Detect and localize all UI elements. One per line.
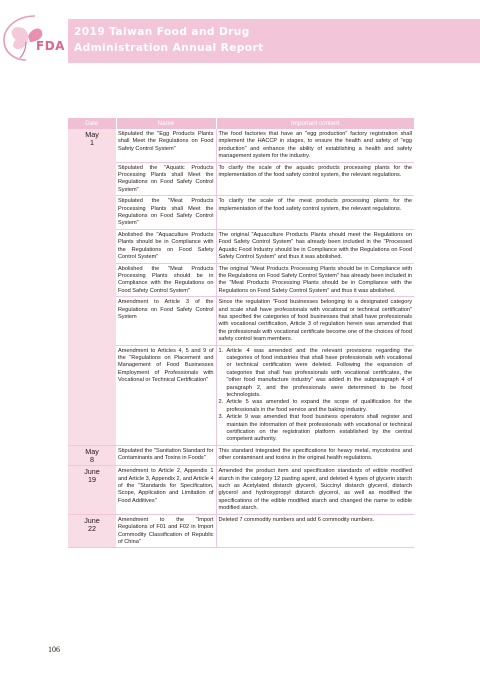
important-content: Amended the product item and specification standards of edible modified starch in the category 12 pasting agent, and deleted 4 types of glycerin starch such as Acetylated distarch glycerol, Succinyl distarch glycerol, distarch glycerol and hydroxypropyl distarch glycerol, as well as modified the specifications of the edible modified starch and changed the name to edible modified starch. — [216, 466, 414, 514]
table-row — [68, 129, 414, 162]
table-row — [68, 162, 414, 196]
table-row — [68, 263, 414, 297]
table-row — [68, 466, 414, 514]
report-title-line-2: Administration Annual Report — [74, 42, 264, 54]
important-content: This standard integrated the specifications for heavy metal, mycotoxins and other contaminant and toxins in the original health regulations. — [216, 445, 414, 465]
fda-butterfly-logo-icon — [2, 12, 68, 62]
important-content: To clarify the scale of the aquatic products processing plants for the implementation of the food safety control system, the relevant regulations. — [216, 162, 414, 196]
date-cell — [68, 129, 116, 162]
list-text: Article 5 was amended to expand the scope of qualification for the professionals in the food service and the baking industry. — [226, 399, 412, 413]
table-row — [68, 514, 414, 548]
date-day: 8 — [90, 455, 94, 465]
important-content: The original "Aquaculture Products Plants should meet the Regulations on Food Safety Control System" has already been included in the "Processed Aquatic Food Industry should be in Compliance with the Regulations on Food Safety Control System" and thus it was abolished. — [216, 229, 414, 263]
regulation-name: Amendment to Articles 4, 5 and 9 of the "Regulations on Placement and Management of Food Businesses Employment of Professionals with Vocational or Technical Certification" — [116, 345, 216, 445]
regulation-name: Amendment to Article 3 of the Regulations on Food Safety Control System — [116, 297, 216, 345]
regulation-name: Stipulated the "Meat Products Processing Plants shall Meet the Regulations on Food Safety Control System" — [116, 196, 216, 230]
date-month: June — [84, 467, 100, 477]
regulation-name: Amendment to the "Import Regulations of F01 and F02 in Import Commodity Classification of Republic of China" — [116, 514, 216, 548]
important-content: Since the regulation "Food businesses belonging to a designated category and scale shall have professionals with vocational or technical certification" has specified the categories of food businesses that shall have professionals with vocational certification, Article 3 of regulation herein was amended that the professionals with vocational certificate become one of the choices of food safety control team members. — [216, 297, 414, 345]
regulation-name: Amendment to Article 2, Appendix 1 and Article 3, Appendix 2, and Article 4 of the "Standards for Specification, Scope, Application and Limitation of Food Additives" — [116, 466, 216, 514]
logo-text: FDA — [36, 39, 65, 53]
table-row — [68, 196, 414, 230]
date-day: 1 — [90, 138, 94, 148]
date-cell-continued — [68, 229, 116, 263]
date-cell-continued — [68, 162, 116, 196]
table-row — [68, 229, 414, 263]
regulations-table-wrapper — [68, 118, 414, 548]
list-text: Article 9 was amended that food business operators shall register and maintain the information of their professionals with vocational or technical certification on the registration platform established by the central competent authority. — [226, 414, 412, 443]
date-month: May — [85, 130, 99, 139]
report-header — [0, 0, 480, 66]
date-cell-continued — [68, 297, 116, 345]
column-header-date: Date — [68, 118, 116, 129]
date-day: 19 — [88, 475, 96, 485]
list-item — [219, 399, 413, 414]
page-number: 106 — [48, 645, 60, 654]
regulation-name: Stipulated the "Aquatic Products Processing Plants shall Meet the Regulations on Food Safety Control System" — [116, 162, 216, 196]
table-row — [68, 445, 414, 465]
list-text: Article 4 was amended and the relevant provisions regarding the categories of food industries that shall have professionals with vocational or technical certification were deleted. Following the expansion of categories that shall has professionals with vocational certificates, the "other food manufacture industry" was added in the subparagraph 4 of paragraph 2, and the professionals were determined to be food technologists. — [226, 347, 412, 398]
column-header-content: Important content — [216, 118, 414, 129]
table-row — [68, 345, 414, 445]
regulations-table — [68, 118, 414, 548]
important-content: The original "Meat Products Processing Plants should be in Compliance with the Regulations on Food Safety Control System" has already been included in the "Meat Products Processing Plants should be in Compliance with the Regulations on Food Safety Control System" and thus it was abolished. — [216, 263, 414, 297]
date-cell-continued — [68, 345, 116, 445]
list-number: 2. — [218, 399, 224, 406]
table-row — [68, 297, 414, 345]
date-cell — [68, 466, 116, 514]
column-header-name: Name — [116, 118, 216, 129]
date-month: June — [84, 515, 100, 525]
important-content: To clarify the scale of the meat products processing plants for the implementation of the food safety control system, the relevant regulations. — [216, 196, 414, 230]
date-day: 22 — [88, 523, 96, 533]
regulation-name: Stipulated the "Egg Products Plants shall Meet the Regulations on Food Safety Control System" — [116, 129, 216, 162]
regulation-name: Abolished the "Meat Products Processing Plants should be in Compliance with the Regulations on Food Safety Control System" — [116, 263, 216, 297]
important-content: The food factories that have an "egg production" factory registration shall implement the HACCP in stages, to ensure the health and safety of "egg production" and enhance the ability of establishing a health and safety management system for the industry. — [216, 129, 414, 162]
regulation-name: Abolished the "Aquaculture Products Plants should be in Compliance with the Regulations on Food Safety Control System" — [116, 229, 216, 263]
regulation-name: Stipulated the "Sanitation Standard for Contaminants and Toxins in Foods" — [116, 445, 216, 465]
date-cell-continued — [68, 263, 116, 297]
date-month: May — [85, 446, 99, 456]
report-title-line-1: 2019 Taiwan Food and Drug — [74, 26, 250, 38]
list-item — [219, 414, 413, 444]
list-number: 1. — [218, 347, 224, 354]
list-item — [219, 348, 413, 400]
date-cell — [68, 514, 116, 548]
date-cell-continued — [68, 196, 116, 230]
date-cell — [68, 445, 116, 465]
list-number: 3. — [218, 414, 224, 421]
amendment-list — [219, 348, 413, 444]
important-content: Deleted 7 commodity numbers and add 6 commodity numbers. — [216, 514, 414, 548]
table-header-row — [68, 118, 414, 129]
important-content — [216, 345, 414, 445]
